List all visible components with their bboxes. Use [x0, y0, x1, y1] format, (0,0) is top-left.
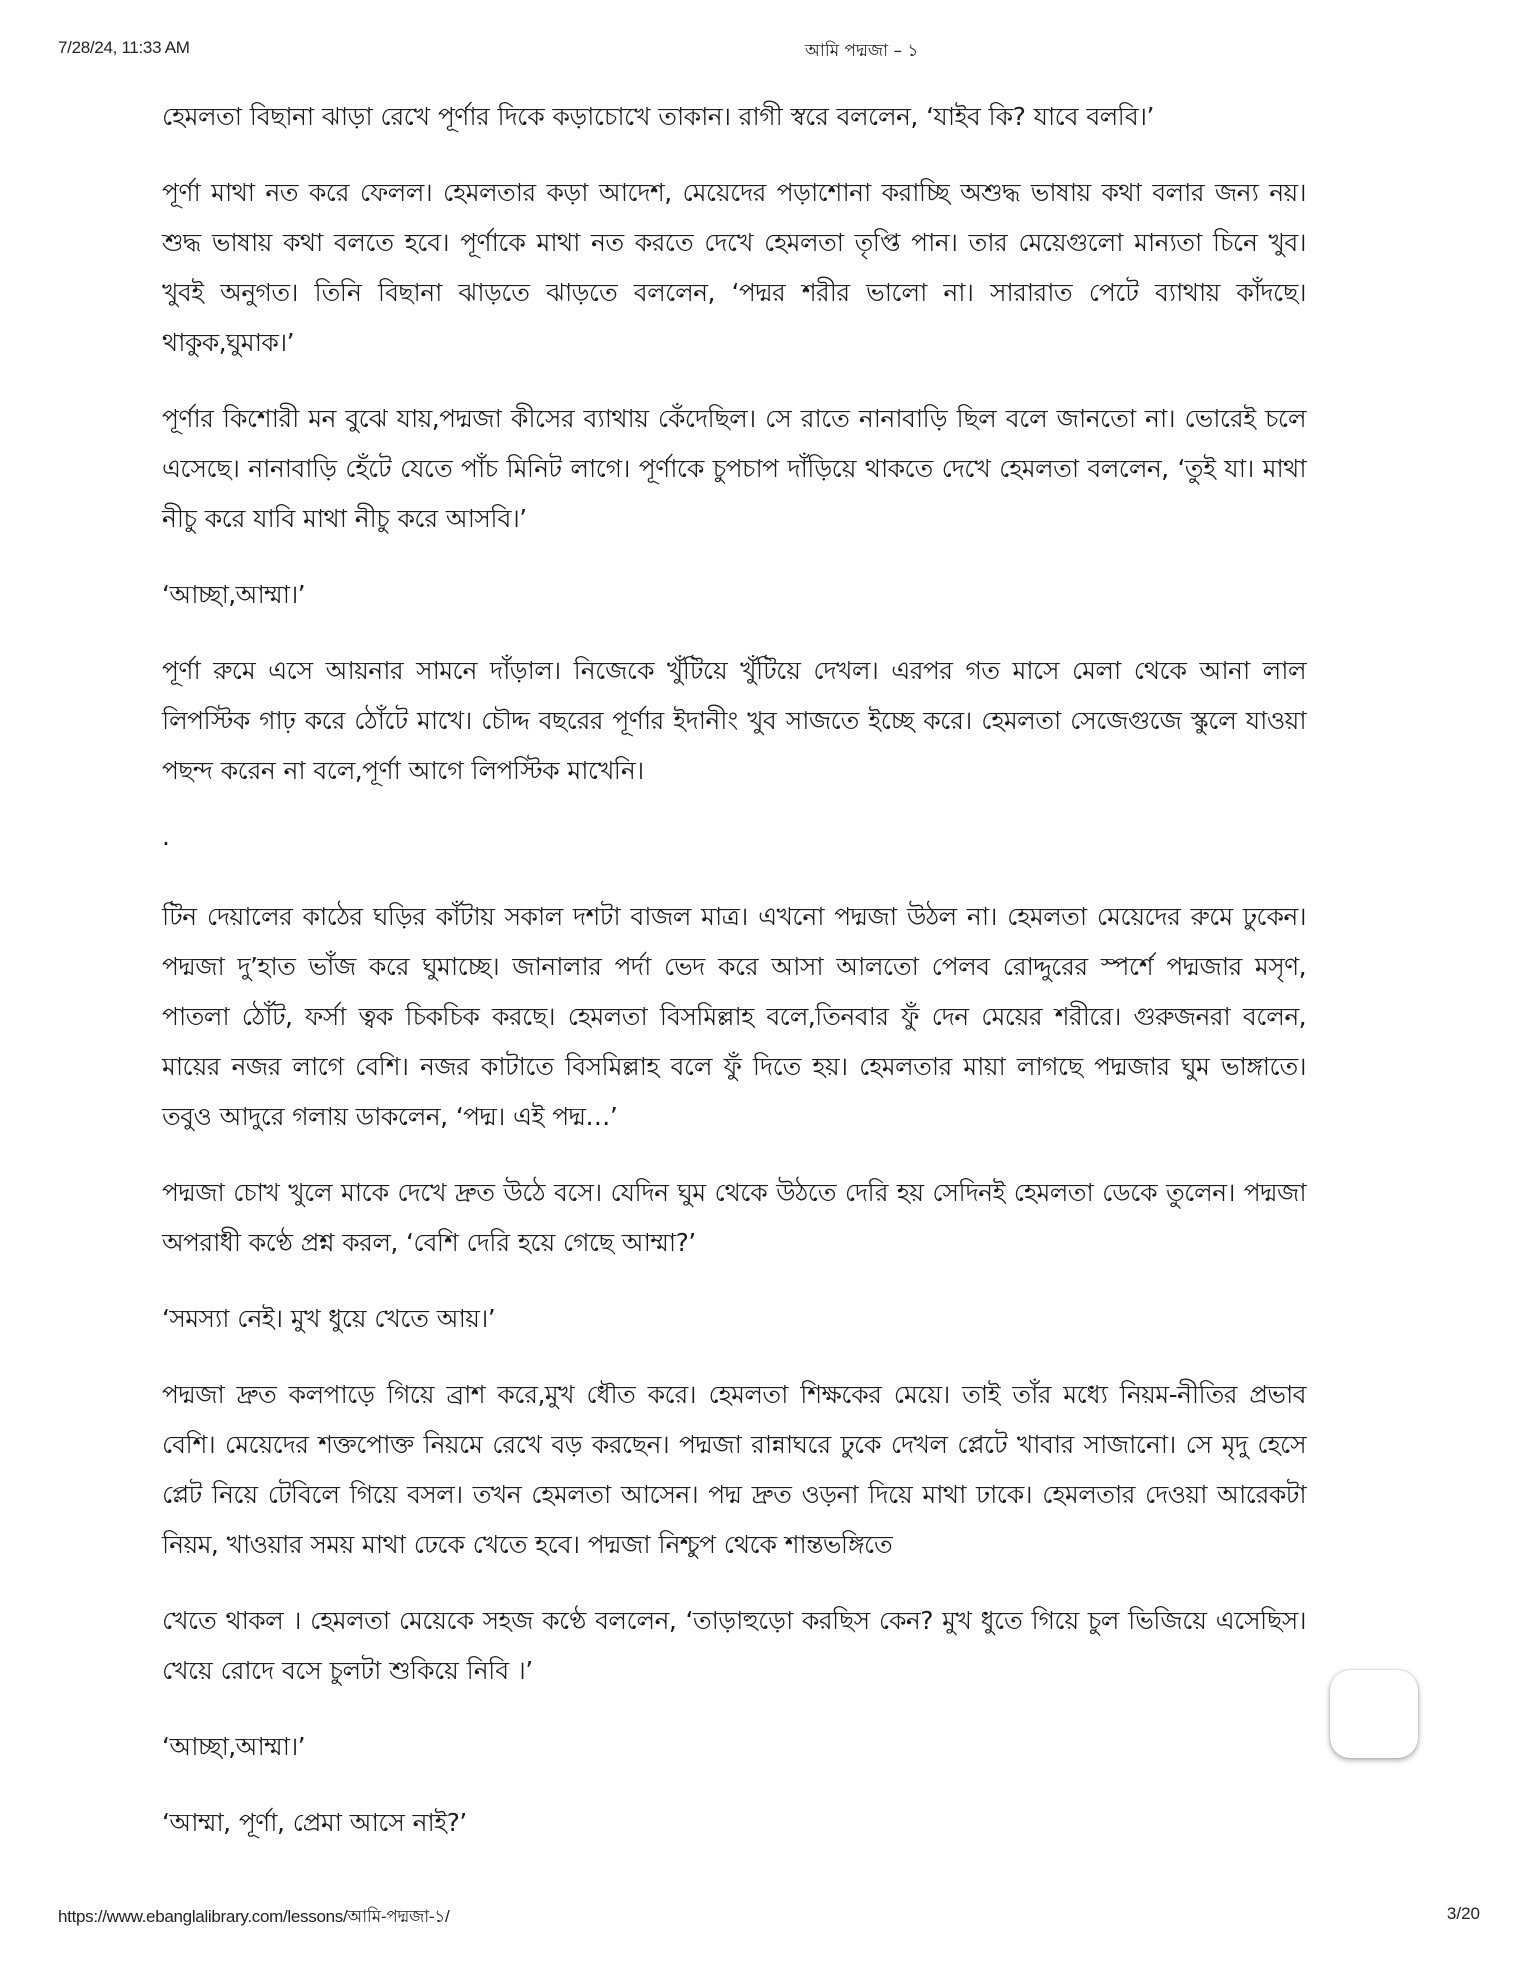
dialogue-line: ‘সমস্যা নেই। মুখ ধুয়ে খেতে আয়।’	[162, 1304, 496, 1333]
paragraph: পূর্ণা মাথা নত করে ফেলল। হেমলতার কড়া আদেশ, মেয়েদের পড়াশোনা করাচ্ছি অশুদ্ধ ভাষায় কথা বলার জন্য নয়। শুদ্ধ ভাষায় কথা বলতে হবে। পূর্ণাকে মাথা নত করতে দেখে হেমলতা তৃপ্তি পান। তার মেয়েগুলো মান্যতা চিনে খুব। খুবই অনুগত। তিনি বিছানা ঝাড়তে ঝাড়তে বললেন, ‘পদ্মর শরীর ভালো না। সারারাত পেটে ব্যাথায় কাঁদছে। থাকুক,ঘুমাক।’	[162, 178, 1306, 357]
floating-action-button[interactable]	[1330, 1670, 1418, 1758]
section-separator: .	[162, 822, 170, 851]
dialogue-line: ‘আচ্ছা,আম্মা।’	[162, 1732, 306, 1761]
paragraph: পদ্মজা চোখ খুলে মাকে দেখে দ্রুত উঠে বসে। যেদিন ঘুম থেকে উঠতে দেরি হয় সেদিনই হেমলতা ডেকে তুলেন। পদ্মজা অপরাধী কণ্ঠে প্রশ্ন করল, ‘বেশি দেরি হয়ে গেছে আম্মা?’	[162, 1178, 1306, 1257]
print-page-title: আমি পদ্মজা – ১	[805, 41, 919, 61]
print-url: https://www.ebanglalibrary.com/lessons/আমি-পদ্মজা-১/	[58, 1907, 450, 1926]
paragraph: পূর্ণার কিশোরী মন বুঝে যায়,পদ্মজা কীসের ব্যাথায় কেঁদেছিল। সে রাতে নানাবাড়ি ছিল বলে জানতো না। ভোরেই চলে এসেছে। নানাবাড়ি হেঁটে যেতে পাঁচ মিনিট লাগে। পূর্ণাকে চুপচাপ দাঁড়িয়ে থাকতে দেখে হেমলতা বললেন, ‘তুই যা। মাথা নীচু করে যাবি মাথা নীচু করে আসবি।’	[162, 404, 1306, 533]
paragraph: খেতে থাকল । হেমলতা মেয়েকে সহজ কণ্ঠে বললেন, ‘তাড়াহুড়ো করছিস কেন? মুখ ধুতে গিয়ে চুল ভিজিয়ে এসেছিস।খেয়ে রোদে বসে চুলটা শুকিয়ে নিবি ।’	[162, 1606, 1306, 1685]
paragraph: পূর্ণা রুমে এসে আয়নার সামনে দাঁড়াল। নিজেকে খুঁটিয়ে খুঁটিয়ে দেখল। এরপর গত মাসে মেলা থেকে আনা লাল লিপস্টিক গাঢ় করে ঠোঁটে মাখে। চৌদ্দ বছরের পূর্ণার ইদানীং খুব সাজতে ইচ্ছে করে। হেমলতা সেজেগুজে স্কুলে যাওয়া পছন্দ করেন না বলে,পূর্ণা আগে লিপস্টিক মাখেনি।	[162, 656, 1306, 785]
dialogue-line: ‘আচ্ছা,আম্মা।’	[162, 580, 306, 609]
page-number: 3/20	[1446, 1904, 1480, 1923]
paragraph: হেমলতা বিছানা ঝাড়া রেখে পূর্ণার দিকে কড়াচোখে তাকান। রাগী স্বরে বললেন, ‘যাইব কি? যাবে বলবি।’	[162, 102, 1154, 131]
paragraph: পদ্মজা দ্রুত কলপাড়ে গিয়ে ব্রাশ করে,মুখ ধৌত করে। হেমলতা শিক্ষকের মেয়ে। তাই তাঁর মধ্যে নিয়ম-নীতির প্রভাব বেশি। মেয়েদের শক্তপোক্ত নিয়মে রেখে বড় করছেন। পদ্মজা রান্নাঘরে ঢুকে দেখল প্লেটে খাবার সাজানো। সে মৃদু হেসে প্লেট নিয়ে টেবিলে গিয়ে বসল। তখন হেমলতা আসেন। পদ্ম দ্রুত ওড়না দিয়ে মাথা ঢাকে। হেমলতার দেওয়া আরেকটা নিয়ম, খাওয়ার সময় মাথা ঢেকে খেতে হবে। পদ্মজা নিশ্চুপ থেকে শান্তভঙ্গিতে	[162, 1380, 1306, 1559]
paragraph: টিন দেয়ালের কাঠের ঘড়ির কাঁটায় সকাল দশটা বাজল মাত্র। এখনো পদ্মজা উঠল না। হেমলতা মেয়েদের রুমে ঢুকেন। পদ্মজা দু’হাত ভাঁজ করে ঘুমাচ্ছে। জানালার পর্দা ভেদ করে আসা আলতো পেলব রোদ্দুরের স্পর্শে পদ্মজার মসৃণ, পাতলা ঠোঁট, ফর্সা ত্বক চিকচিক করছে। হেমলতা বিসমিল্লাহ বলে,তিনবার ফুঁ দেন মেয়ের শরীরে। গুরুজনরা বলেন, মায়ের নজর লাগে বেশি। নজর কাটাতে বিসমিল্লাহ বলে ফুঁ দিতে হয়। হেমলতার মায়া লাগছে পদ্মজার ঘুম ভাঙ্গাতে। তবুও আদুরে গলায় ডাকলেন, ‘পদ্ম। এই পদ্ম…’	[162, 902, 1306, 1131]
dialogue-line: ‘আম্মা, পূর্ণা, প্রেমা আসে নাই?’	[162, 1808, 467, 1837]
article-body	[162, 92, 1306, 1874]
print-datetime: 7/28/24, 11:33 AM	[58, 38, 190, 57]
